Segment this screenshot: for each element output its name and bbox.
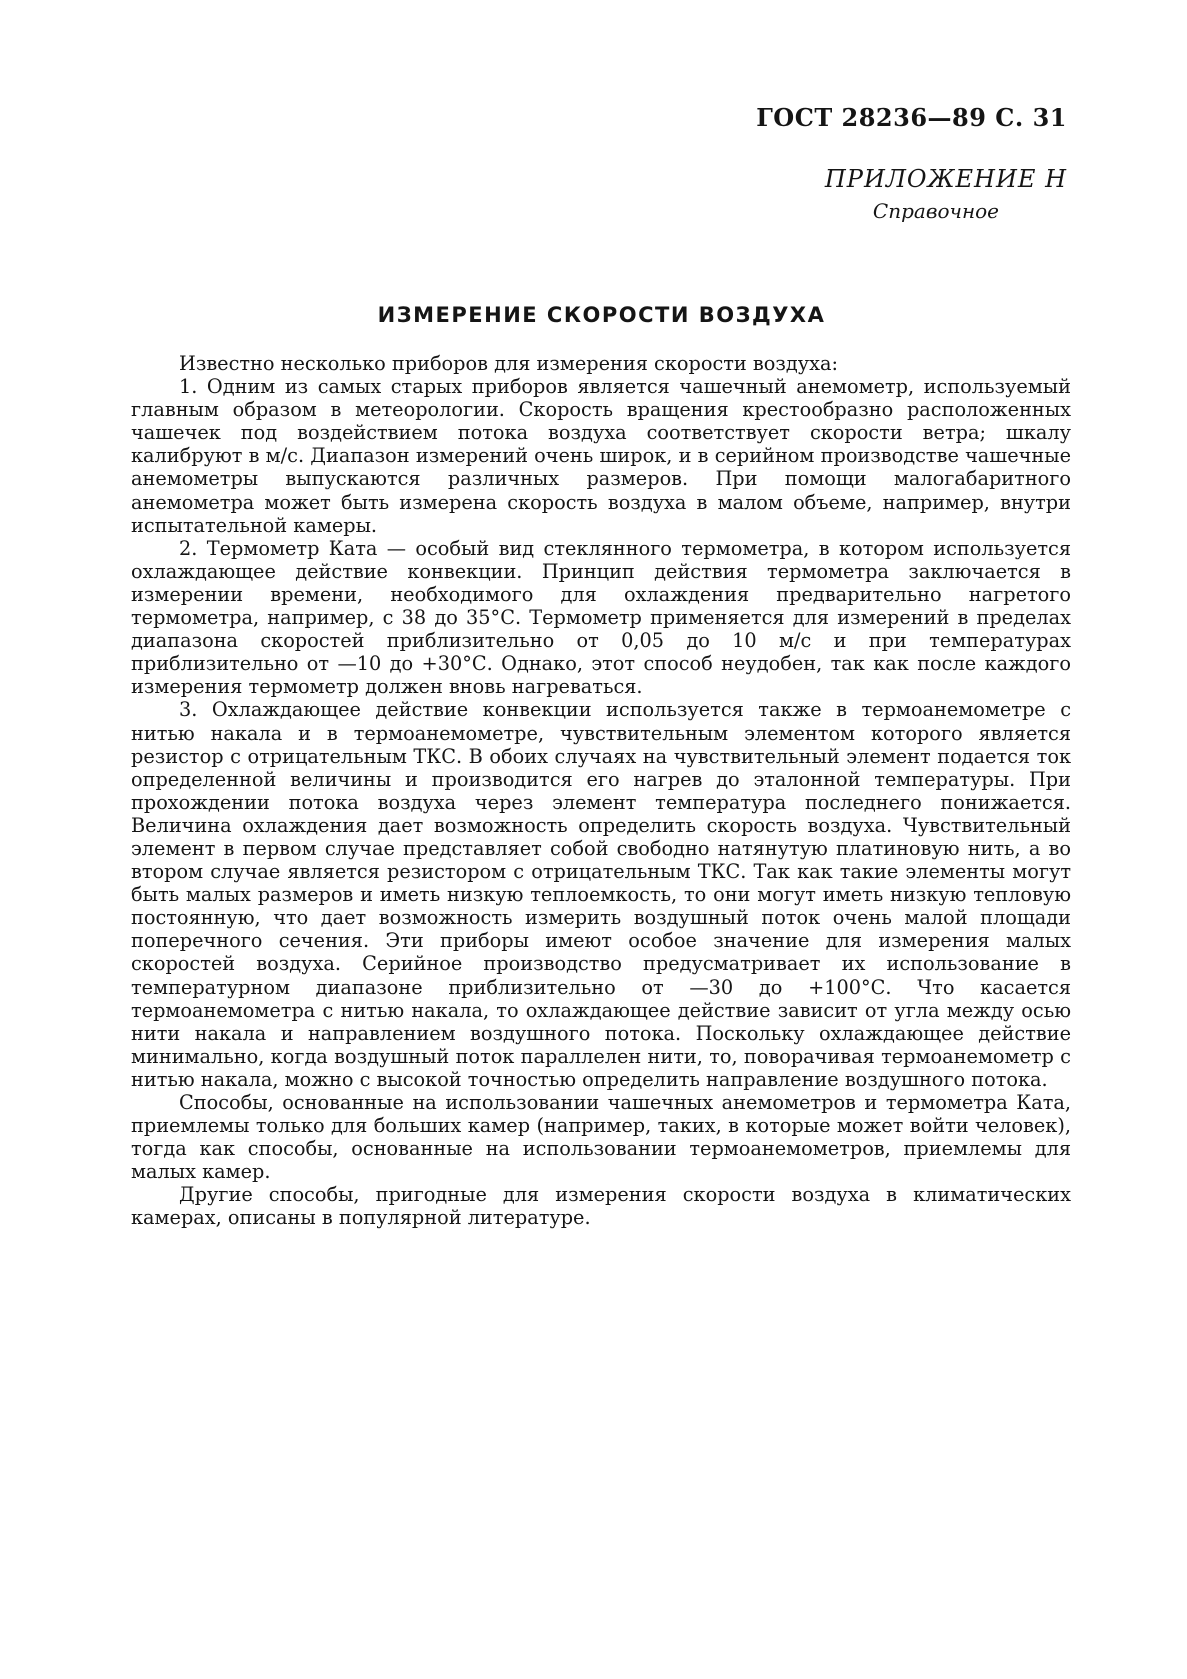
paragraph-methods-comparison: Способы, основанные на использовании чашечных анемометров и термометра Ката, приемлемы только для больших камер (например, таких, в которые может войти человек), тогда как способы, основанные на использовании термоанемометров, приемлемы для малых камер. xyxy=(131,1091,1071,1184)
appendix-label: ПРИЛОЖЕНИЕ Н xyxy=(824,165,1067,193)
section-title: ИЗМЕРЕНИЕ СКОРОСТИ ВОЗДУХА xyxy=(377,303,826,327)
paragraph-other-methods: Другие способы, пригодные для измерения скорости воздуха в климатических камерах, описаны в популярной литературе. xyxy=(131,1183,1071,1230)
page-header: ГОСТ 28236—89 С. 31 xyxy=(756,103,1067,132)
body-text xyxy=(131,352,1071,1230)
intro-paragraph: Известно несколько приборов для измерения скорости воздуха: xyxy=(179,352,838,375)
paragraph-thermoanemometer: 3. Охлаждающее действие конвекции используется также в термоанемометре с нитью накала и в термоанемометре, чувствительным элементом которого является резистор с отрицательным ТКС. В обоих случаях на чувствительный элемент подается ток определенной величины и производится его нагрев до эталонной температуры. При прохождении потока воздуха через элемент температура последнего понижается. Величина охлаждения дает возможность определить скорость воздуха. Чувствительный элемент в первом случае представляет собой свободно натянутую платиновую нить, а во втором случае является резистором с отрицательным ТКС. Так как такие элементы могут быть малых размеров и иметь низкую теплоемкость, то они могут иметь низкую тепловую постоянную, что дает возможность измерить воздушный поток очень малой площади поперечного сечения. Эти приборы имеют особое значение для измерения малых скоростей воздуха. Серийное производство предусматривает их использование в температурном диапазоне приблизительно от —30 до +100°С. Что касается термоанемометра с нитью накала, то охлаждающее действие зависит от угла между осью нити накала и направлением воздушного потока. Поскольку охлаждающее действие минимально, когда воздушный поток параллелен нити, то, поворачивая термоанемометр с нитью накала, можно с высокой точностью определить направление воздушного потока. xyxy=(131,698,1071,1091)
paragraph-cup-anemometer: 1. Одним из самых старых приборов является чашечный анемометр, используемый главным образом в метеорологии. Скорость вращения крестообразно расположенных чашечек под воздействием потока воздуха соответствует скорости ветра; шкалу калибруют в м/с. Диапазон измерений очень широк, и в серийном производстве чашечные анемометры выпускаются различных размеров. При помощи малогабаритного анемометра может быть измерена скорость воздуха в малом объеме, например, внутри испытательной камеры. xyxy=(131,375,1071,537)
paragraph-kata-thermometer: 2. Термометр Ката — особый вид стеклянного термометра, в котором используется охлаждающее действие конвекции. Принцип действия термометра заключается в измерении времени, необходимого для охлаждения предварительно нагретого термометра, например, с 38 до 35°С. Термометр применяется для измерений в пределах диапазона скоростей приблизительно от 0,05 до 10 м/с и при температурах приблизительно от —10 до +30°С. Однако, этот способ неудобен, так как после каждого измерения термометр должен вновь нагреваться. xyxy=(131,536,1071,699)
appendix-type: Справочное xyxy=(872,199,999,223)
